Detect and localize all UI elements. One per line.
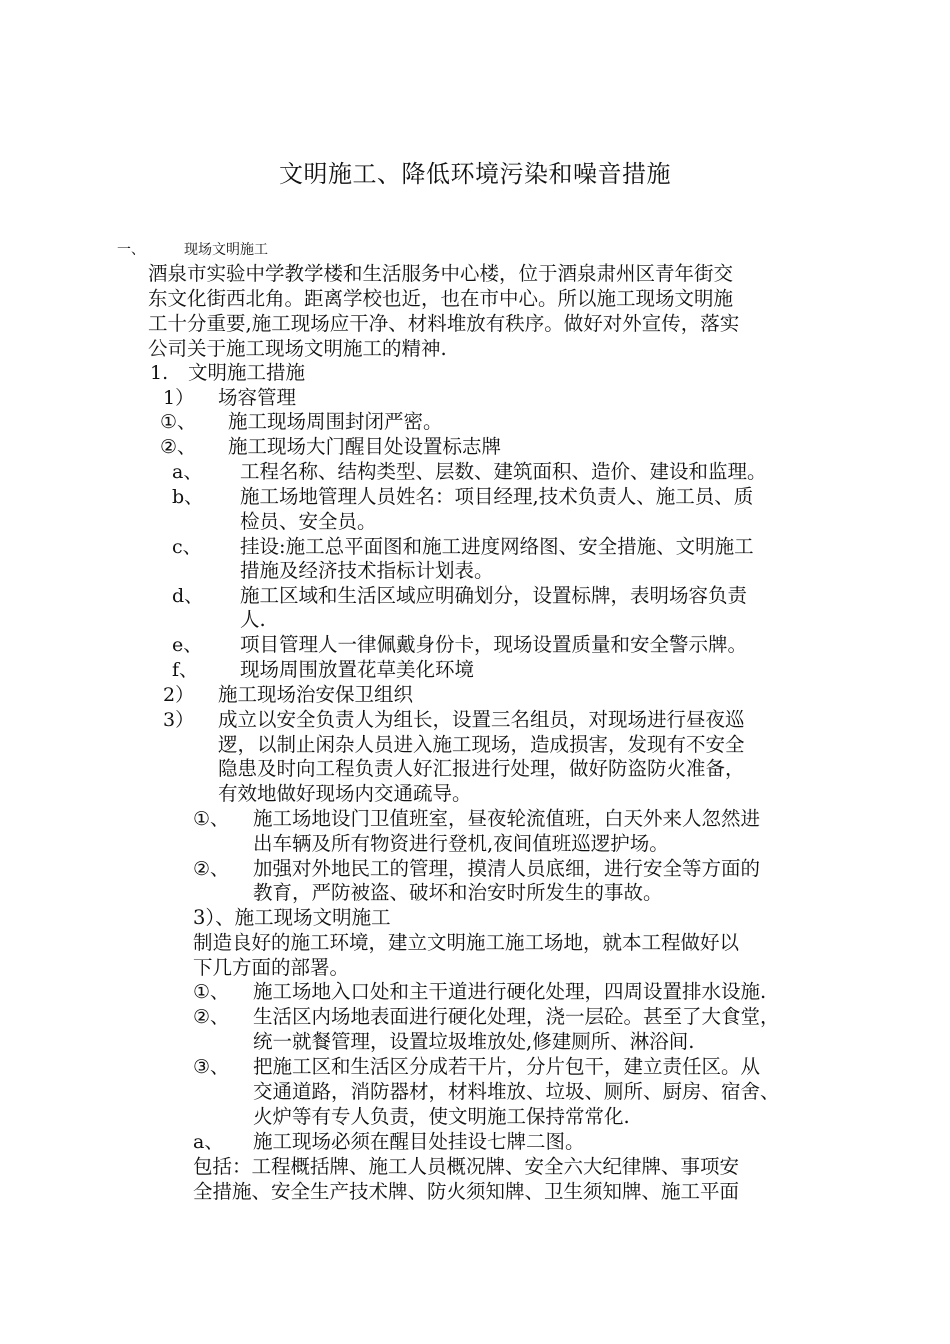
sub-text: 逻，以制止闲杂人员进入施工现场，造成损害，发现有不安全 xyxy=(218,733,745,756)
circle-item: 生活区内场地表面进行硬化处理，浇一层砼。甚至了大食堂， xyxy=(253,1005,780,1028)
circle-marker: ①、 xyxy=(193,808,230,830)
circle-item: 加强对外地民工的管理，摸清人员底细，进行安全等方面的 xyxy=(253,857,761,880)
include-text: 包括：工程概括牌、施工人员概况牌、安全六大纪律牌、事项安 xyxy=(193,1155,740,1178)
letter-item: 施工现场必须在醒目处挂设七牌二图。 xyxy=(253,1130,585,1153)
letter-marker: d、 xyxy=(172,585,204,607)
letter-marker: a、 xyxy=(193,1131,224,1153)
circle-item: 施工场地设门卫值班室，昼夜轮流值班，白天外来人忽然进 xyxy=(253,807,761,830)
circle-marker: ①、 xyxy=(160,411,197,433)
sub-intro: 制造良好的施工环境，建立文明施工施工场地，就本工程做好以 xyxy=(193,931,740,954)
circle-item-cont: 教育，严防被盗、破坏和治安时所发生的事故。 xyxy=(253,881,663,904)
intro-line: 工十分重要,施工现场应干净、材料堆放有秩序。做好对外宣传，落实 xyxy=(148,312,740,335)
sub-text: 成立以安全负责人为组长，设置三名组员，对现场进行昼夜巡 xyxy=(218,708,745,731)
document-title: 文明施工、降低环境污染和噪音措施 xyxy=(279,160,671,188)
letter-item-cont: 人. xyxy=(240,608,266,631)
letter-item-cont: 检员、安全员。 xyxy=(240,510,377,533)
intro-line: 酒泉市实验中学教学楼和生活服务中心楼，位于酒泉肃州区青年街交 xyxy=(148,262,734,285)
letter-marker: c、 xyxy=(172,536,202,558)
item-marker: 1. xyxy=(150,362,169,384)
circle-marker: ①、 xyxy=(193,981,230,1003)
letter-item-cont: 措施及经济技术指标计划表。 xyxy=(240,559,494,582)
letter-item: 挂设:施工总平面图和施工进度网络图、安全措施、文明施工 xyxy=(240,535,754,558)
letter-marker: f、 xyxy=(172,659,199,681)
circle-item-cont: 交通道路，消防器材，材料堆放、垃圾、厕所、厨房、宿舍、 xyxy=(253,1080,780,1103)
circle-item: 施工现场周围封闭严密。 xyxy=(228,410,443,433)
sub-heading: 施工现场治安保卫组织 xyxy=(218,683,414,706)
sub-marker: 1） xyxy=(163,387,195,409)
letter-item: 施工区域和生活区域应明确划分，设置标牌，表明场容负责 xyxy=(240,584,748,607)
circle-item-cont: 出车辆及所有物资进行登机,夜间值班巡逻护场。 xyxy=(253,832,669,855)
include-text: 全措施、安全生产技术牌、防火须知牌、卫生须知牌、施工平面 xyxy=(193,1180,740,1203)
letter-marker: e、 xyxy=(172,634,203,656)
circle-marker: ②、 xyxy=(193,1006,230,1028)
letter-item: 现场周围放置花草美化环境 xyxy=(240,658,475,681)
letter-marker: b、 xyxy=(172,486,204,508)
intro-line: 东文化街西北角。距离学校也近，也在市中心。所以施工现场文明施 xyxy=(148,287,734,310)
sub-text: 隐患及时向工程负责人好汇报进行处理，做好防盗防火准备， xyxy=(218,757,745,780)
item-heading: 文明施工措施 xyxy=(188,361,306,384)
sub-intro: 下几方面的部署。 xyxy=(193,956,350,979)
circle-marker: ③、 xyxy=(193,1056,230,1078)
letter-item: 工程名称、结构类型、层数、建筑面积、造价、建设和监理。 xyxy=(240,460,767,483)
circle-marker: ②、 xyxy=(160,436,197,458)
section-marker: 一、 xyxy=(117,242,145,258)
circle-item: 施工场地入口处和主干道进行硬化处理，四周设置排水设施. xyxy=(253,980,767,1003)
circle-item-cont: 统一就餐管理，设置垃圾堆放处,修建厕所、淋浴间. xyxy=(253,1030,695,1053)
circle-item: 施工现场大门醒目处设置标志牌 xyxy=(228,435,502,458)
section-heading: 现场文明施工 xyxy=(184,242,268,258)
circle-item-cont: 火炉等有专人负责，使文明施工保持常常化. xyxy=(253,1105,630,1128)
letter-marker: a、 xyxy=(172,461,203,483)
intro-line: 公司关于施工现场文明施工的精神. xyxy=(148,337,447,360)
circle-marker: ②、 xyxy=(193,858,230,880)
letter-item: 项目管理人一律佩戴身份卡，现场设置质量和安全警示牌。 xyxy=(240,633,748,656)
sub-heading: 场容管理 xyxy=(218,386,297,409)
circle-item: 把施工区和生活区分成若干片，分片包干，建立责任区。从 xyxy=(253,1055,761,1078)
sub-marker: 3） xyxy=(163,709,195,731)
letter-item: 施工场地管理人员姓名：项目经理,技术负责人、施工员、质 xyxy=(240,485,754,508)
sub-marker: 2） xyxy=(163,684,195,706)
sub-heading: 3）、施工现场文明施工 xyxy=(193,906,391,929)
sub-text: 有效地做好现场内交通疏导。 xyxy=(218,782,472,805)
